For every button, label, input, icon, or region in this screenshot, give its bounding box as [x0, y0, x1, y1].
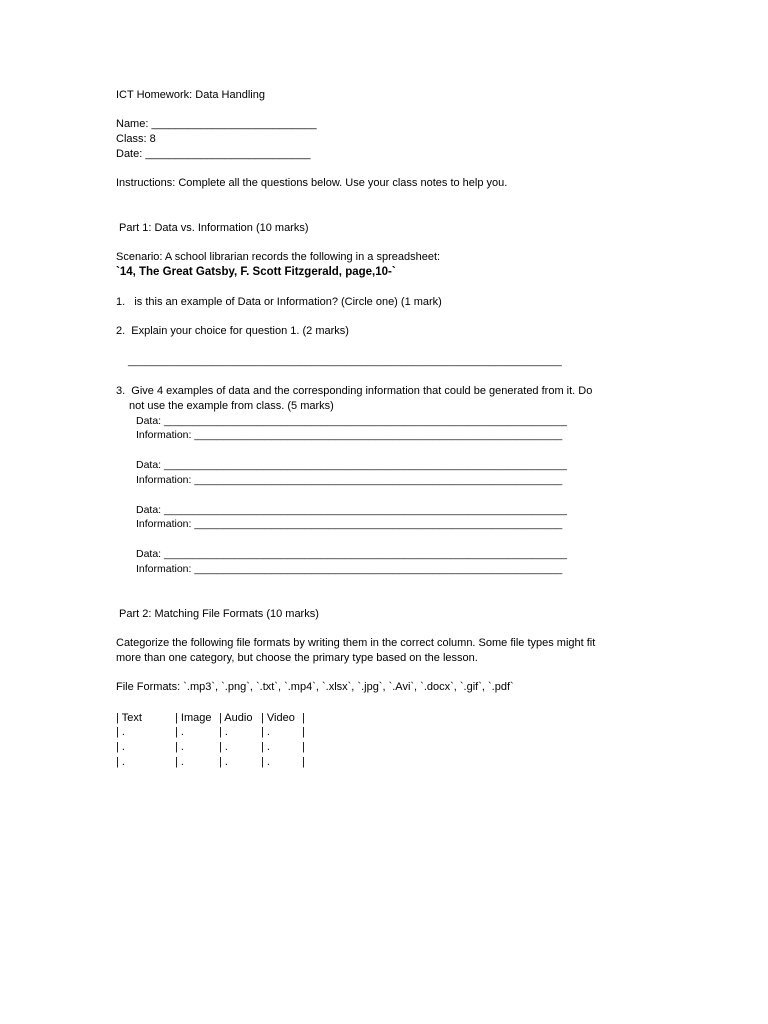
table-cell: | . — [175, 726, 184, 738]
table-cell: | . — [261, 756, 270, 768]
table-cell: | — [302, 726, 305, 738]
file-formats-list: File Formats: `.mp3`, `.png`, `.txt`, `.mp4`, `.xlsx`, `.jpg`, `.Avi`, `.docx`, `.gif`, `.pdf` — [116, 681, 514, 693]
class-line: Class: 8 — [116, 133, 156, 145]
table-header-audio: | Audio — [219, 712, 253, 724]
information-line-4: Information: _______________________________________________________________ — [136, 563, 563, 575]
question-2-answer-line: ______________________________________________________________________________ — [128, 356, 562, 367]
part2-description-line-2: more than one category, but choose the primary type based on the lesson. — [116, 652, 478, 664]
table-header-text: | Text — [116, 712, 142, 724]
table-cell: | . — [261, 726, 270, 738]
data-line-1: Data: _____________________________________________________________________ — [136, 415, 567, 427]
spreadsheet-record: `14, The Great Gatsby, F. Scott Fitzgerald, page,10-` — [116, 266, 396, 278]
instructions: Instructions: Complete all the questions below. Use your class notes to help you. — [116, 177, 508, 189]
question-3-line-1: 3. Give 4 examples of data and the corresponding information that could be generated from it. Do — [116, 385, 593, 397]
scenario-text: Scenario: A school librarian records the following in a spreadsheet: — [116, 251, 441, 263]
information-line-3: Information: _______________________________________________________________ — [136, 518, 563, 530]
part2-heading: Part 2: Matching File Formats (10 marks) — [119, 608, 319, 620]
table-cell: | . — [219, 741, 228, 753]
table-cell: | . — [219, 756, 228, 768]
question-1: 1. is this an example of Data or Information? (Circle one) (1 mark) — [116, 296, 442, 308]
question-2: 2. Explain your choice for question 1. (2 marks) — [116, 325, 349, 337]
table-cell: | . — [261, 741, 270, 753]
table-header-video: | Video — [261, 712, 295, 724]
table-cell: | . — [175, 741, 184, 753]
date-field-line: Date: ___________________________ — [116, 148, 311, 160]
question-3-line-2: not use the example from class. (5 marks) — [129, 400, 334, 412]
table-cell: | . — [116, 756, 125, 768]
information-line-2: Information: _______________________________________________________________ — [136, 474, 563, 486]
table-header-end: | — [302, 712, 305, 724]
table-cell: | . — [116, 741, 125, 753]
document-title: ICT Homework: Data Handling — [116, 89, 265, 101]
table-cell: | . — [175, 756, 184, 768]
data-line-4: Data: _____________________________________________________________________ — [136, 548, 567, 560]
table-header-image: | Image — [175, 712, 212, 724]
part2-description-line-1: Categorize the following file formats by writing them in the correct column. Some file types might fit — [116, 637, 596, 649]
table-cell: | . — [116, 726, 125, 738]
name-field-line: Name: ___________________________ — [116, 118, 317, 130]
table-cell: | — [302, 756, 305, 768]
data-line-2: Data: _____________________________________________________________________ — [136, 459, 567, 471]
table-cell: | — [302, 741, 305, 753]
information-line-1: Information: _______________________________________________________________ — [136, 429, 563, 441]
part1-heading: Part 1: Data vs. Information (10 marks) — [119, 222, 309, 234]
table-cell: | . — [219, 726, 228, 738]
data-line-3: Data: _____________________________________________________________________ — [136, 504, 567, 516]
